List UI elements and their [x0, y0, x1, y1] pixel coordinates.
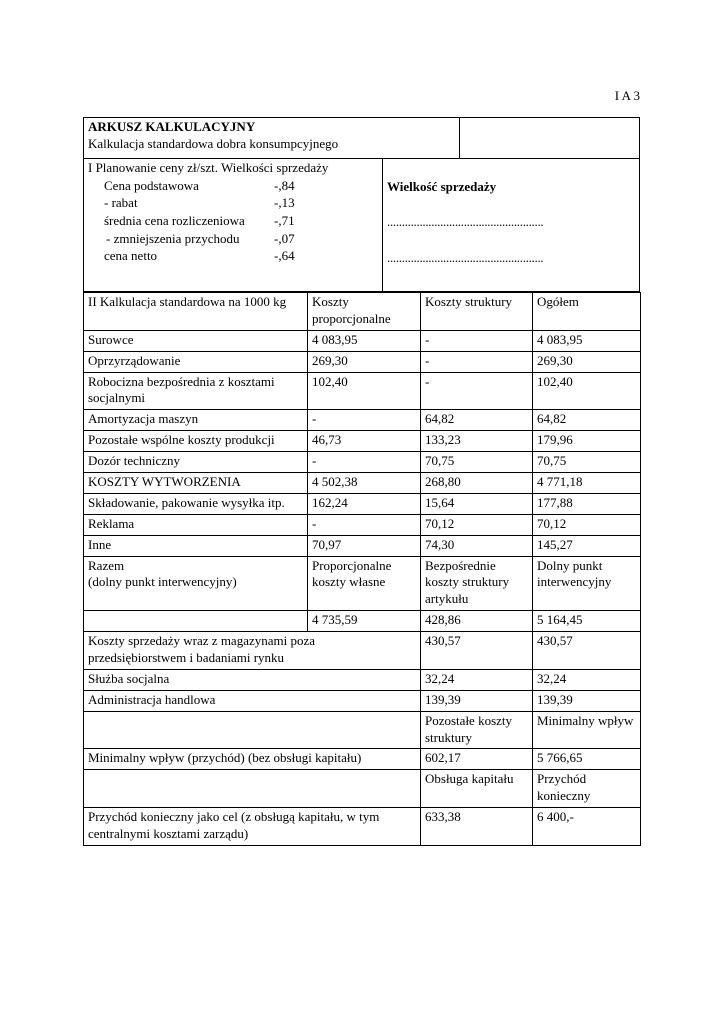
cell-structure: 133,23	[421, 431, 533, 452]
cell-structure: 70,12	[421, 514, 533, 535]
row-label: Minimalny wpływ (przychód) (bez obsługi kapitału)	[84, 749, 421, 770]
cell-structure: 430,57	[421, 632, 533, 670]
table-row	[84, 632, 641, 670]
sub-header-row	[84, 711, 641, 749]
razem-title: Razem	[88, 557, 125, 573]
cell-total: 139,39	[533, 690, 641, 711]
cell-total: 145,27	[533, 535, 641, 556]
table-row	[84, 535, 641, 556]
header-cell: Bezpośrednie koszty struktury artykułu	[421, 556, 533, 611]
cell-structure: 268,80	[421, 473, 533, 494]
table-row	[84, 493, 641, 514]
cell-structure: -	[421, 351, 533, 372]
header-cell: Pozostałe koszty struktury	[421, 711, 533, 749]
cell-total: 5 164,45	[533, 611, 641, 632]
cell-proportional: 102,40	[308, 372, 421, 410]
price-label: Cena podstawowa	[104, 177, 199, 193]
cell-total: 6 400,-	[533, 808, 641, 846]
price-value: -,84	[274, 177, 295, 193]
price-row	[88, 247, 378, 265]
header-cell: Koszty struktury	[421, 293, 533, 331]
cell-proportional: 4 502,38	[308, 473, 421, 494]
empty-header-cell	[460, 118, 639, 158]
row-label: Amortyzacja maszyn	[84, 410, 308, 431]
sales-volume-title: Wielkość sprzedaży	[387, 179, 497, 194]
table-row	[84, 514, 641, 535]
calculation-sheet	[83, 117, 640, 846]
price-planning	[84, 159, 383, 291]
razem-subtitle: (dolny punkt interwencyjny)	[88, 574, 237, 590]
row-label: KOSZTY WYTWORZENIA	[84, 473, 308, 494]
cell-structure: 139,39	[421, 690, 533, 711]
sheet-header	[83, 117, 640, 292]
cell-structure: 64,82	[421, 410, 533, 431]
price-value: -,64	[274, 248, 295, 264]
table-row	[84, 410, 641, 431]
table-row	[84, 452, 641, 473]
cell-proportional: 70,97	[308, 535, 421, 556]
table-row	[84, 372, 641, 410]
cell-structure: -	[421, 372, 533, 410]
price-row	[88, 230, 378, 248]
row-label: Surowce	[84, 330, 308, 351]
row-label: Oprzyrządowanie	[84, 351, 308, 372]
cell-proportional: 269,30	[308, 351, 421, 372]
table-row	[84, 690, 641, 711]
cell-total: 4 771,18	[533, 473, 641, 494]
header-cell: Obsługa kapitału	[421, 770, 533, 808]
sheet-title: ARKUSZ KALKULACYJNY	[88, 119, 256, 134]
sub-header-row	[84, 770, 641, 808]
cell-proportional: -	[308, 514, 421, 535]
empty-cell	[84, 711, 421, 749]
cell-structure: 633,38	[421, 808, 533, 846]
row-label: Inne	[84, 535, 308, 556]
row-label: Robocizna bezpośrednia z kosztami socjalnymi	[84, 372, 308, 410]
cell-total: 102,40	[533, 372, 641, 410]
price-planning-heading: I Planowanie ceny zł/szt. Wielkości sprzedaży	[88, 160, 329, 175]
price-label: - rabat	[104, 195, 138, 211]
row-label: Dozór techniczny	[84, 452, 308, 473]
empty-cell	[84, 770, 421, 808]
table-row	[84, 473, 641, 494]
cell-structure: -	[421, 330, 533, 351]
razem-label	[84, 556, 308, 611]
table-row	[84, 749, 641, 770]
cell-proportional: 46,73	[308, 431, 421, 452]
row-label: Administracja handlowa	[84, 690, 421, 711]
header-cell: Przychód konieczny	[533, 770, 641, 808]
price-value: -,13	[274, 195, 295, 211]
cell-total: 430,57	[533, 632, 641, 670]
cell-total: 4 083,95	[533, 330, 641, 351]
cell-structure: 15,64	[421, 493, 533, 514]
cell-structure: 70,75	[421, 452, 533, 473]
razem-header-row	[84, 556, 641, 611]
sales-volume-line: .....................................................	[387, 249, 544, 265]
table-row	[84, 808, 641, 846]
cell-structure: 32,24	[421, 669, 533, 690]
header-cell: Proporcjonalne koszty własne	[308, 556, 421, 611]
cell-total: 5 766,65	[533, 749, 641, 770]
header-cell: Ogółem	[533, 293, 641, 331]
price-label: średnia cena rozliczeniowa	[104, 213, 245, 229]
sales-volume	[383, 159, 639, 291]
cell-total: 179,96	[533, 431, 641, 452]
cell-total: 32,24	[533, 669, 641, 690]
table-row	[84, 669, 641, 690]
price-row	[88, 177, 378, 195]
sheet-subtitle: Kalkulacja standardowa dobra konsumpcyjnego	[88, 135, 339, 151]
cost-table	[83, 292, 641, 846]
cell-structure: 74,30	[421, 535, 533, 556]
price-value: -,07	[274, 230, 295, 246]
header-cell: Dolny punkt interwencyjny	[533, 556, 641, 611]
cell-total: 269,30	[533, 351, 641, 372]
header-cell: Koszty proporcjonalne	[308, 293, 421, 331]
table-header-row	[84, 293, 641, 331]
empty-cell	[84, 611, 308, 632]
price-row	[88, 212, 378, 230]
cell-proportional: 162,24	[308, 493, 421, 514]
row-label: Składowanie, pakowanie wysyłka itp.	[84, 493, 308, 514]
cell-total: 70,75	[533, 452, 641, 473]
header-cell: II Kalkulacja standardowa na 1000 kg	[84, 293, 308, 331]
page-reference: I A 3	[614, 88, 640, 103]
cell-proportional: 4 083,95	[308, 330, 421, 351]
cell-proportional: 4 735,59	[308, 611, 421, 632]
cell-total: 70,12	[533, 514, 641, 535]
cell-proportional: -	[308, 452, 421, 473]
cell-total: 64,82	[533, 410, 641, 431]
row-label: Koszty sprzedaży wraz z magazynami poza przedsiębiorstwem i badaniami rynku	[84, 632, 421, 670]
row-label: Przychód konieczny jako cel (z obsługą kapitału, w tym centralnymi kosztami zarządu)	[84, 808, 421, 846]
sales-volume-line: .....................................................	[387, 213, 544, 229]
table-row	[84, 431, 641, 452]
row-label: Służba socjalna	[84, 669, 421, 690]
table-row	[84, 330, 641, 351]
cell-proportional: -	[308, 410, 421, 431]
price-value: -,71	[274, 213, 295, 229]
razem-values-row	[84, 611, 641, 632]
header-cell: Minimalny wpływ	[533, 711, 641, 749]
row-label: Reklama	[84, 514, 308, 535]
title-cell	[84, 118, 460, 158]
cell-structure: 428,86	[421, 611, 533, 632]
cell-structure: 602,17	[421, 749, 533, 770]
cell-total: 177,88	[533, 493, 641, 514]
table-row	[84, 351, 641, 372]
price-row	[88, 194, 378, 212]
price-label: - zmniejszenia przychodu	[106, 230, 240, 246]
row-label: Pozostałe wspólne koszty produkcji	[84, 431, 308, 452]
price-label: cena netto	[104, 248, 158, 264]
